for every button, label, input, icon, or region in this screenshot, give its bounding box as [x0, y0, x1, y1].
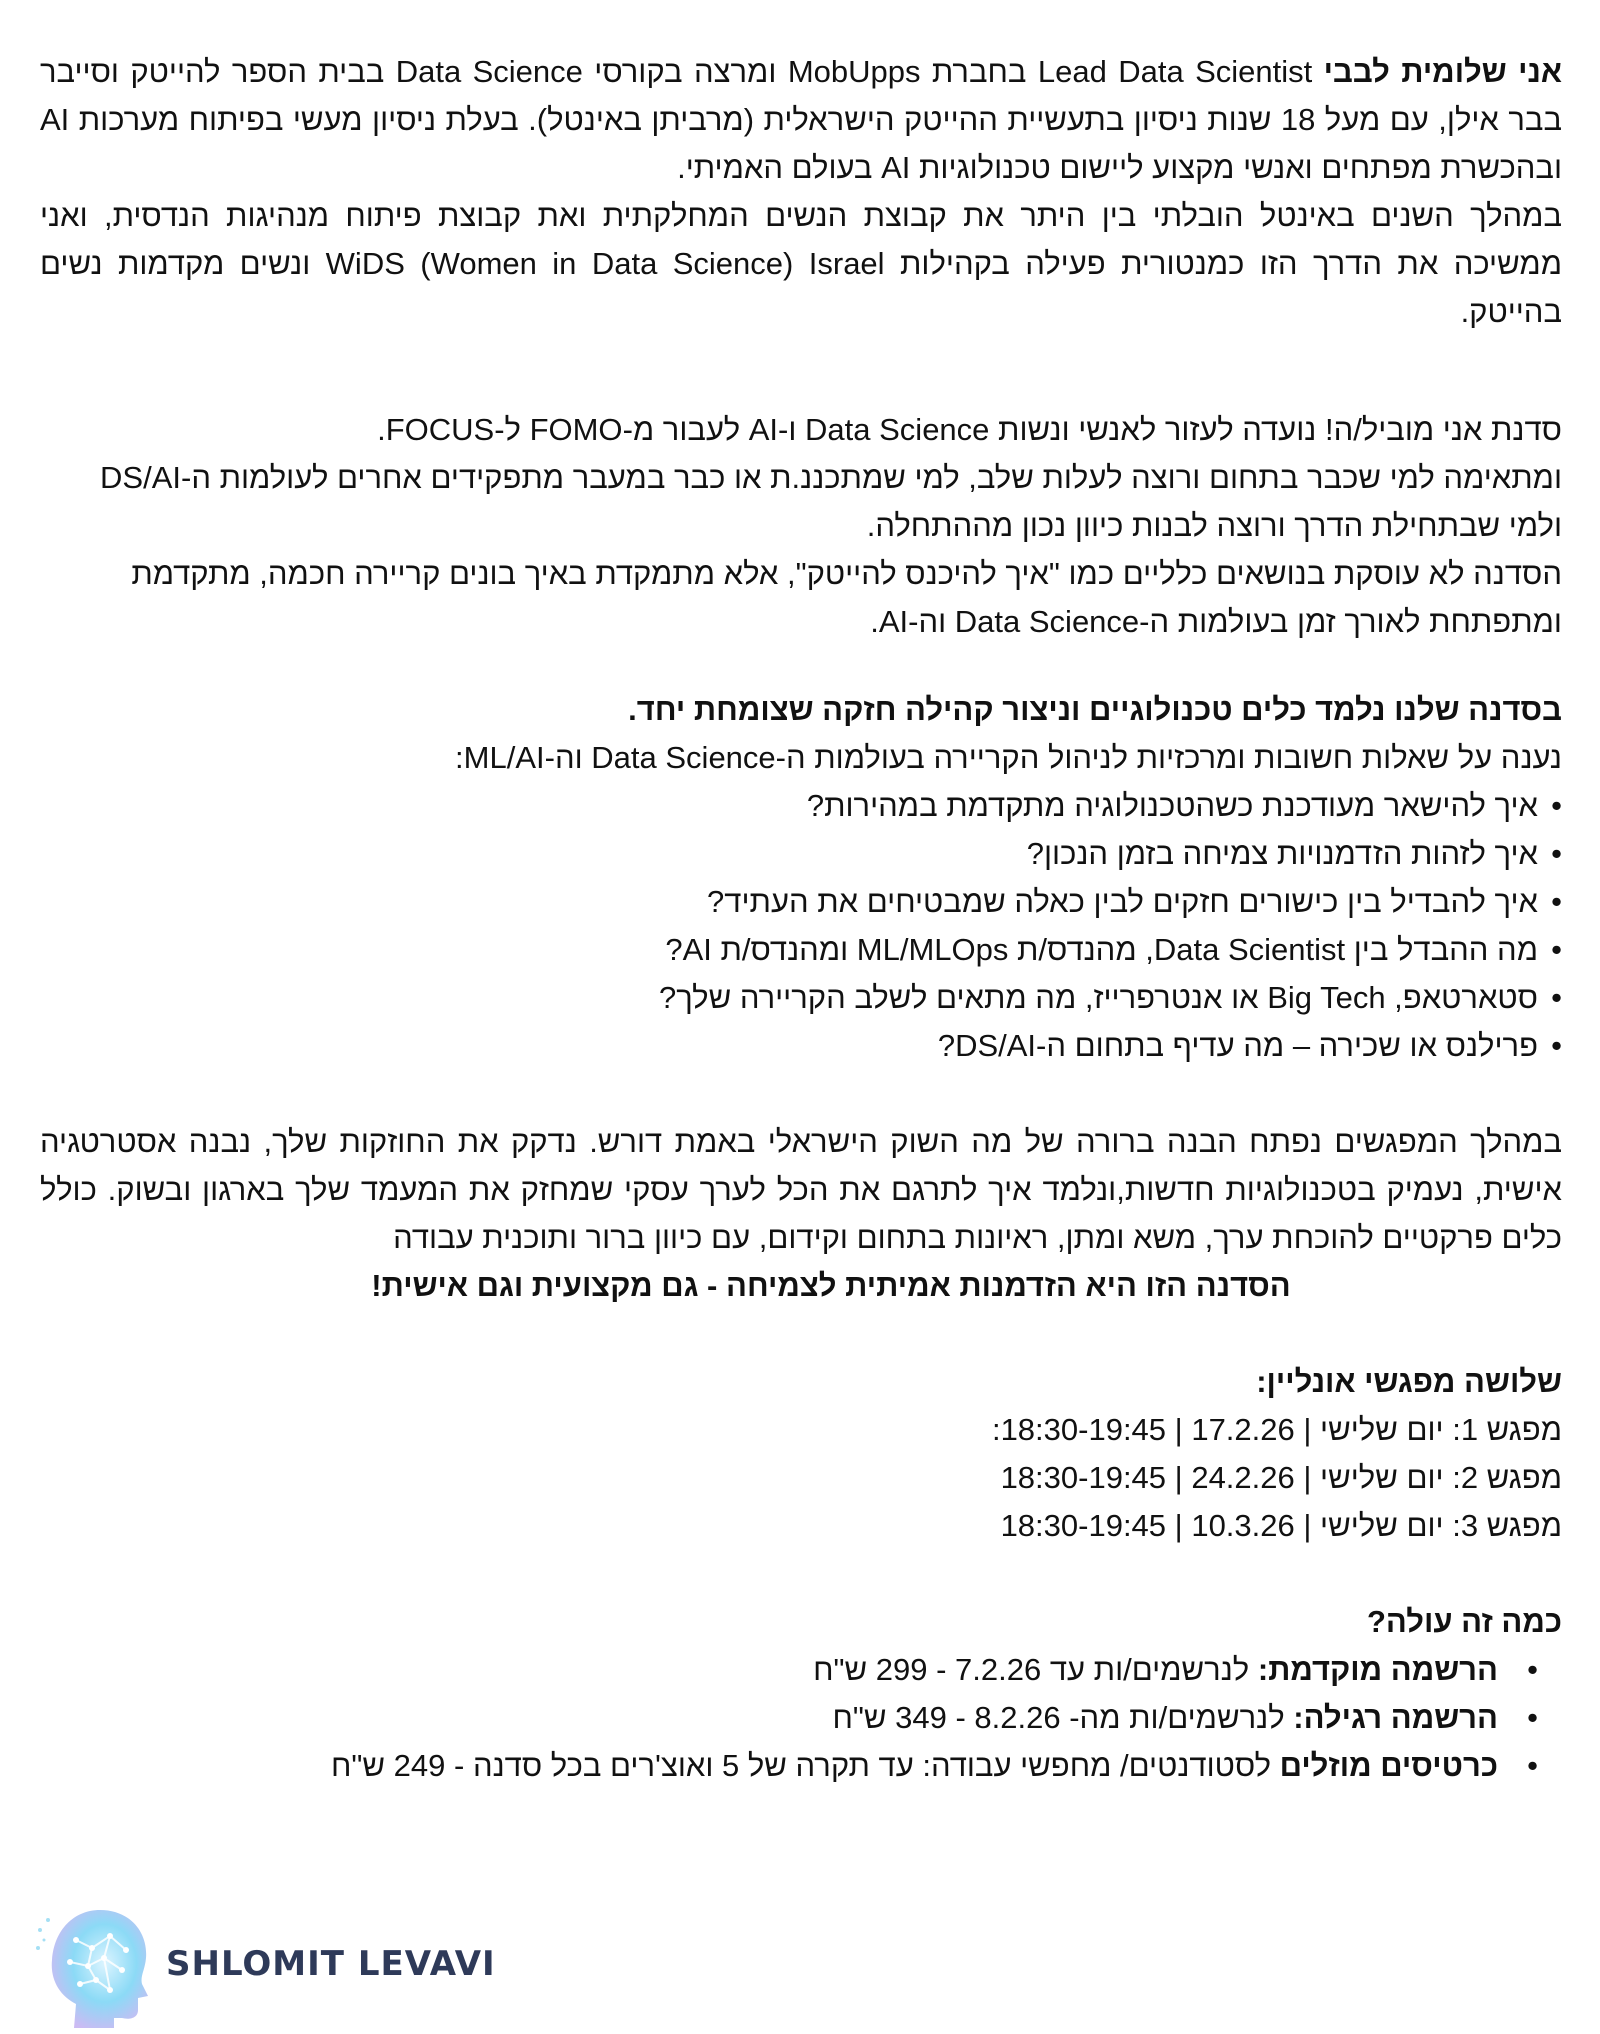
- price-label: הרשמה רגילה:: [1293, 1700, 1498, 1735]
- list-item: • איך להבדיל בין כישורים חזקים לבין כאלה שמבטיחים את העתיד?: [40, 878, 1562, 926]
- pricing-list: [40, 1646, 1562, 1790]
- ai-head-icon: [30, 1900, 160, 2030]
- pricing-heading: כמה זה עולה?: [1367, 1604, 1562, 1639]
- document-body: [40, 48, 1562, 1790]
- spacer: [40, 646, 1562, 686]
- spacer: [40, 336, 1562, 406]
- brand-logo: [30, 1900, 590, 2030]
- meeting-item: מפגש 2: יום שלישי | 24.2.26 | 18:30-19:45: [1000, 1460, 1562, 1495]
- meetings-heading: שלושה מפגשי אונליין:: [1256, 1364, 1562, 1399]
- list-item: • איך לזהות הזדמנויות צמיחה בזמן הנכון?: [40, 830, 1562, 878]
- spacer: [40, 1070, 1562, 1118]
- meeting-item: מפגש 3: יום שלישי | 10.3.26 | 18:30-19:45: [1000, 1508, 1562, 1543]
- price-label: כרטיסים מוזלים: [1279, 1748, 1498, 1783]
- price-text: לנרשמים/ות עד 7.2.26 - 299 ש"ח: [813, 1652, 1258, 1687]
- list-item: • פרילנס או שכירה – מה עדיף בתחום ה-DS/AI?: [40, 1022, 1562, 1070]
- price-text: לסטודנטים/ מחפשי עבודה: עד תקרה של 5 ואוצ'רים בכל סדנה - 249 ש"ח: [331, 1748, 1280, 1783]
- price-item-early: [40, 1646, 1562, 1694]
- workshop-focus: הסדנה לא עוסקת בנושאים כלליים כמו "איך להיכנס להייטק", אלא מתמקדת באיך בונים קריירה חכמה, מתקדמת ומתפתחת לאורך זמן בעולמות ה-Data Science וה-AI.: [131, 556, 1562, 639]
- list-item: • סטארטאפ, Big Tech או אנטרפרייז, מה מתאים לשלב הקריירה שלך?: [40, 974, 1562, 1022]
- price-text: לנרשמים/ות מה- 8.2.26 - 349 ש"ח: [832, 1700, 1294, 1735]
- tagline: הסדנה הזו היא הזדמנות אמיתית לצמיחה - גם מקצועית וגם אישית!: [371, 1268, 1291, 1303]
- learn-intro: נענה על שאלות חשובות ומרכזיות לניהול הקריירה בעולמות ה-Data Science וה-ML/AI:: [455, 740, 1562, 775]
- process-paragraph: במהלך המפגשים נפתח הבנה ברורה של מה השוק הישראלי באמת דורש. נדקק את החוזקות שלך, נבנה אסטרטגיה אישית, נעמיק בטכנולוגיות חדשות,ונלמד איך לתרגם את הכל לערך עסקי שמחזק את המעמד שלך בארגון ובשוק. כולל כלים פרקטיים להוכחת ערך, משא ומתן, ראיונות בתחום וקידום, עם כיוון ברור ותוכנית עבודה: [40, 1124, 1562, 1255]
- learn-heading: בסדנה שלנו נלמד כלים טכנולוגיים וניצור קהילה חזקה שצומחת יחד.: [628, 692, 1562, 727]
- spacer: [40, 1550, 1562, 1598]
- workshop-goal: סדנת אני מוביל/ה! נועדה לעזור לאנשי ונשות Data Science ו-AI לעבור מ-FOMO ל-FOCUS.: [377, 412, 1562, 447]
- author-name: אני שלומית לבבי: [1323, 54, 1562, 89]
- price-item-discount: [40, 1742, 1562, 1790]
- logo-wordmark: SHLOMIT LEVAVI: [166, 1944, 496, 1984]
- bio-mentoring-paragraph: במהלך השנים באינטל הובלתי בין היתר את קבוצת הנשים המחלקתית ואת קבוצת פיתוח מנהיגות הנדסית, ואני ממשיכה את הדרך הזו כמנטורית פעילה בקהילות WiDS (Women in Data Science) Israel ונשים מקדמות נשים בהייטק.: [40, 198, 1562, 329]
- list-item: • איך להישאר מעודכנת כשהטכנולוגיה מתקדמת במהירות?: [40, 782, 1562, 830]
- questions-list: [40, 782, 1562, 1070]
- bio-paragraph: [40, 48, 1562, 192]
- list-item: • מה ההבדל בין Data Scientist, מהנדס/ת ML/MLOps ומהנדס/ת AI?: [40, 926, 1562, 974]
- workshop-audience: ומתאימה למי שכבר בתחום ורוצה לעלות שלב, למי שמתכננ.ת או כבר במעבר מתפקידים אחרים לעולמות ה-DS/AI ולמי שבתחילת הדרך ורוצה לבנות כיוון נכון מההתחלה.: [100, 460, 1562, 543]
- meeting-item: מפגש 1: יום שלישי | 17.2.26 | 18:30-19:45:: [991, 1412, 1562, 1447]
- meetings-list: [40, 1406, 1562, 1550]
- spacer: [40, 1310, 1562, 1358]
- price-item-regular: [40, 1694, 1562, 1742]
- bio-text: Lead Data Scientist בחברת MobUpps ומרצה בקורסי Data Science בבית הספר להייטק וסייבר בבר אילן, עם מעל 18 שנות ניסיון בתעשיית ההייטק הישראלית (מרביתן באינטל). בעלת ניסיון מעשי בפיתוח מערכות AI ובהכשרת מפתחים ואנשי מקצוע ליישום טכנולוגיות AI בעולם האמיתי.: [40, 54, 1562, 185]
- price-label: הרשמה מוקדמת:: [1257, 1652, 1498, 1687]
